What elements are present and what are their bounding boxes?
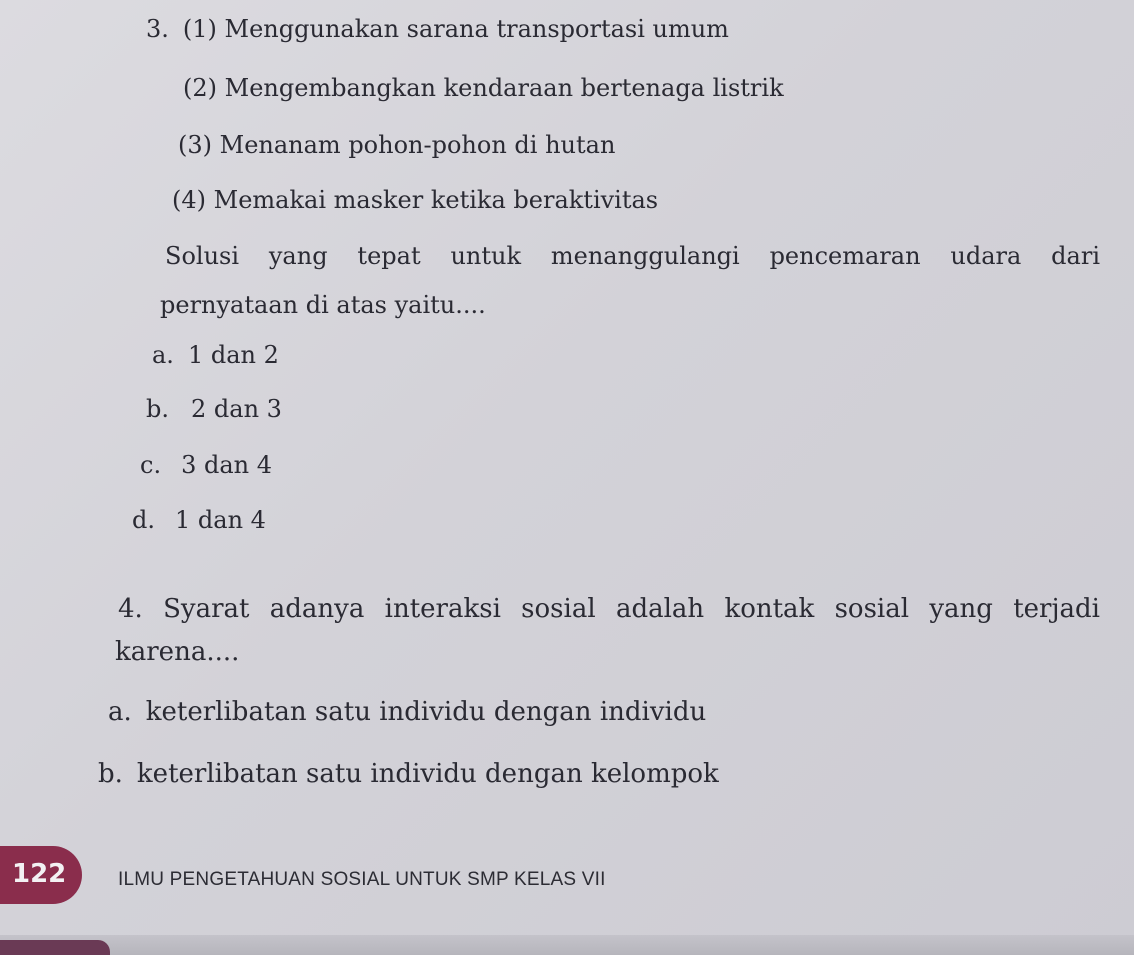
option-letter: b. — [146, 395, 169, 423]
q3-option-b — [146, 394, 282, 424]
q3-statement-1 — [146, 14, 729, 44]
q3-question-line-2: pernyataan di atas yaitu.... — [160, 291, 486, 319]
option-text: 3 dan 4 — [181, 451, 273, 479]
option-text: 1 dan 4 — [175, 506, 266, 534]
q3-statement-3: (3) Menanam pohon-pohon di hutan — [178, 131, 616, 159]
q3-statement-1-text: (1) Menggunakan sarana transportasi umum — [182, 15, 729, 43]
q4-option-b — [98, 758, 719, 790]
q3-option-a — [152, 340, 279, 370]
q4-number: 4. — [118, 594, 143, 624]
option-letter: a. — [152, 341, 174, 369]
option-letter: a. — [108, 697, 132, 727]
option-text: 1 dan 2 — [187, 341, 279, 369]
page-corner-strip — [0, 940, 110, 955]
q3-option-c — [140, 450, 272, 480]
q3-number: 3. — [146, 15, 169, 43]
q4-question-line-2: karena.... — [115, 637, 240, 667]
option-letter: d. — [132, 506, 155, 534]
page-number: 122 — [12, 859, 67, 889]
option-text: keterlibatan satu individu dengan kelompok — [136, 759, 719, 789]
option-text: keterlibatan satu individu dengan individu — [145, 697, 707, 727]
page-number-badge — [0, 846, 82, 904]
book-title: ILMU PENGETAHUAN SOSIAL UNTUK SMP KELAS VII — [118, 869, 606, 890]
page-bottom-edge — [0, 935, 1134, 955]
q4-question-text: Syarat adanya interaksi sosial adalah kontak sosial yang terjadi — [163, 594, 1101, 624]
q4-option-a — [108, 696, 706, 728]
q4-question-line-1 — [118, 593, 1100, 625]
option-letter: c. — [140, 451, 162, 479]
q3-statement-2: (2) Mengembangkan kendaraan bertenaga listrik — [183, 74, 784, 102]
q3-statement-4: (4) Memakai masker ketika beraktivitas — [172, 186, 659, 214]
option-letter: b. — [98, 759, 123, 789]
option-text: 2 dan 3 — [191, 395, 282, 423]
q3-question-line-1: Solusi yang tepat untuk menanggulangi pencemaran udara dari — [165, 242, 1100, 270]
page-footer — [0, 838, 1134, 908]
q3-option-d — [132, 505, 266, 535]
